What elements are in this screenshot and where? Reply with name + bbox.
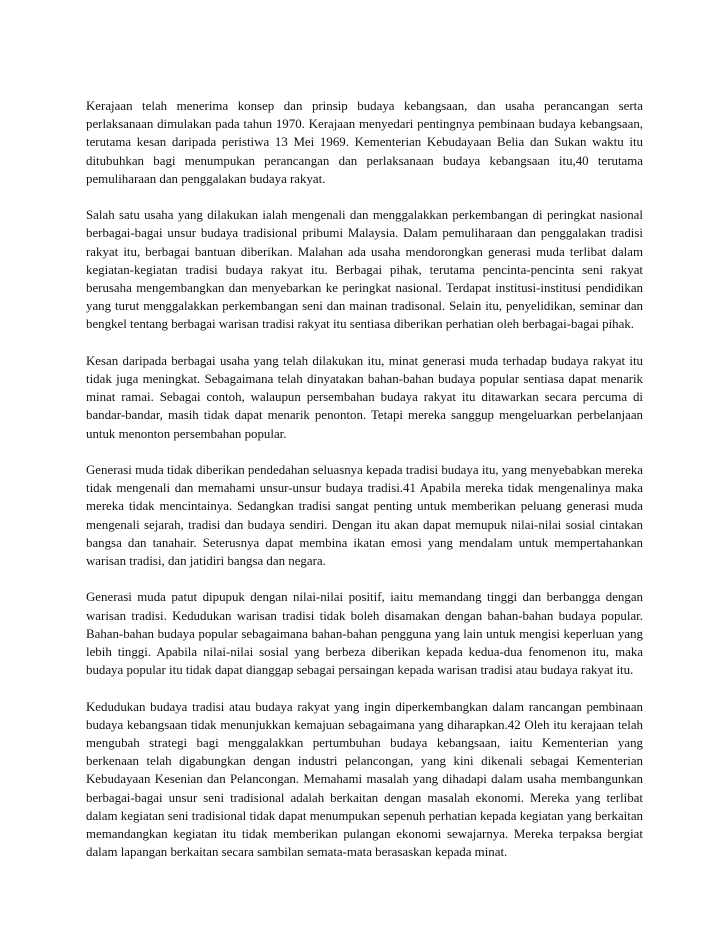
document-page — [86, 97, 643, 861]
paragraph-5: Generasi muda patut dipupuk dengan nilai-nilai positif, iaitu memandang tinggi dan berbangga dengan warisan tradisi. Kedudukan warisan tradisi tidak boleh disamakan dengan bahan-bahan budaya popular. Bahan-bahan budaya popular sebagaimana bahan-bahan pengguna yang lain untuk mengisi keperluan yang lebih tinggi. Apabila nilai-nilai sosial yang berbeza diberikan kepada kedua-dua fenomenon itu, maka budaya popular itu tidak dapat dianggap sebagai persaingan kepada warisan tradisi atau budaya rakyat itu. — [86, 590, 643, 678]
paragraph-4: Generasi muda tidak diberikan pendedahan seluasnya kepada tradisi budaya itu, yang menyebabkan mereka tidak mengenali dan memahami unsur-unsur budaya tradisi.41 Apabila mereka tidak mengenalinya maka mereka tidak mencintainya. Sedangkan tradisi sangat penting untuk memberikan peluang generasi muda mengenali sejarah, tradisi dan budaya sendiri. Dengan itu akan dapat memupuk nilai-nilai sosial cintakan bangsa dan tanahair. Seterusnya dapat membina ikatan emosi yang mendalam untuk mempertahankan warisan tradisi, dan jatidiri bangsa dan negara. — [86, 463, 643, 569]
paragraph-2: Salah satu usaha yang dilakukan ialah mengenali dan menggalakkan perkembangan di peringkat nasional berbagai-bagai unsur budaya tradisional pribumi Malaysia. Dalam pemuliharaan dan penggalakan tradisi rakyat itu, berbagai bantuan diberikan. Malahan ada usaha mendorongkan generasi muda terlibat dalam kegiatan-kegiatan tradisi budaya rakyat itu. Berbagai pihak, terutama pencinta-pencinta seni rakyat berusaha mengembangkan dan menyebarkan ke peringkat nasional. Terdapat institusi-institusi pendidikan yang turut menggalakkan perkembangan seni dan mainan tradisonal. Selain itu, penyelidikan, seminar dan bengkel tentang berbagai warisan tradisi rakyat itu sentiasa diberikan perhatian oleh berbagai-bagai pihak. — [86, 208, 643, 332]
paragraph-6: Kedudukan budaya tradisi atau budaya rakyat yang ingin diperkembangkan dalam rancangan pembinaan budaya kebangsaan tidak menunjukkan kemajuan sebagaimana yang diharapkan.42 Oleh itu kerajaan telah mengubah strategi bagi menggalakkan pertumbuhan budaya kebangsaan, iaitu Kementerian yang berkenaan telah digabungkan dengan industri pelancongan, yang kini dikenali sebagai Kementerian Kebudayaan Kesenian dan Pelancongan. Memahami masalah yang dihadapi dalam usaha membangunkan berbagai-bagai unsur seni tradisional adalah berkaitan dengan masalah ekonomi. Mereka yang terlibat dalam kegiatan seni tradisional tidak dapat menumpukan sepenuh perhatian kepada kegiatan yang berkaitan memandangkan kegiatan itu tidak memberikan pulangan ekonomi sewajarnya. Mereka terpaksa bergiat dalam lapangan berkaitan secara sambilan semata-mata berasaskan kepada minat. — [86, 699, 643, 860]
paragraph-3: Kesan daripada berbagai usaha yang telah dilakukan itu, minat generasi muda terhadap budaya rakyat itu tidak juga meningkat. Sebagaimana telah dinyatakan bahan-bahan budaya popular sentiasa dapat menarik minat ramai. Sebagai contoh, walaupun persembahan budaya rakyat itu ditawarkan secara percuma di bandar-bandar, masih tidak dapat menarik penonton. Tetapi mereka sanggup mengeluarkan perbelanjaan untuk menonton persembahan popular. — [86, 353, 643, 441]
paragraph-1: Kerajaan telah menerima konsep dan prinsip budaya kebangsaan, dan usaha perancangan serta perlaksanaan dimulakan pada tahun 1970. Kerajaan menyedari pentingnya pembinaan budaya kebangsaan, terutama kesan daripada peristiwa 13 Mei 1969. Kementerian Kebudayaan Belia dan Sukan waktu itu ditubuhkan bagi menumpukan perancangan dan perlaksanaan budaya kebangsaan itu,40 terutama pemuliharaan dan penggalakan budaya rakyat. — [86, 99, 643, 186]
